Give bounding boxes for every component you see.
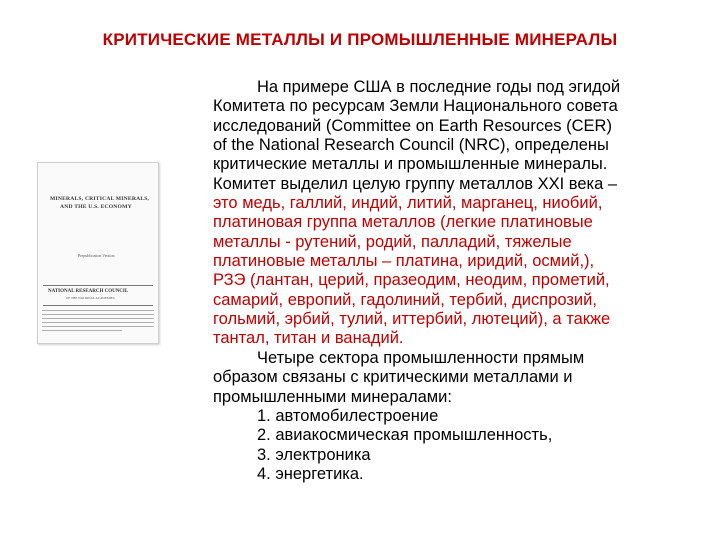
sector-list-item: 2. авиакосмическая промышленность, xyxy=(257,426,553,445)
book-cover-text-line xyxy=(42,326,154,327)
metals-list-line: гольмий, эрбий, тулий, иттербий, лютеций), а также xyxy=(213,310,611,329)
book-cover-title: MINERALS, CRITICAL MINERALS, AND THE U.S. ECONOMY xyxy=(50,196,150,210)
book-cover-divider xyxy=(43,305,153,306)
book-cover-text-line xyxy=(42,330,122,331)
metals-list-line: тантал, титан и ванадий. xyxy=(213,329,404,348)
paragraph-2-line: промышленными минералами: xyxy=(213,387,452,406)
paragraph-1-line: Комитет выделил целую группу металлов XXI века – xyxy=(213,174,618,193)
paragraph-2-line: образом связаны с критическими металлами и xyxy=(213,368,573,387)
paragraph-1-line: критические металлы и промышленные минералы. xyxy=(213,155,608,174)
sector-list-item: 1. автомобилестроение xyxy=(257,406,439,425)
book-cover-publisher-sub: OF THE NATIONAL ACADEMIES xyxy=(66,296,115,300)
book-cover-divider xyxy=(43,285,153,286)
metals-list-line: самарий, европий, гадолиний, тербий, диспрозий, xyxy=(213,290,597,309)
book-cover-text-line xyxy=(42,322,154,323)
sector-list-item: 3. электроника xyxy=(257,445,371,464)
paragraph-1-line: Комитета по ресурсам Земли Национального совета xyxy=(213,97,618,116)
book-cover-image xyxy=(37,162,159,344)
metals-list-line: РЗЭ (лантан, церий, празеодим, неодим, прометий, xyxy=(213,271,610,290)
page-title: КРИТИЧЕСКИЕ МЕТАЛЛЫ И ПРОМЫШЛЕННЫЕ МИНЕРАЛЫ xyxy=(102,30,618,49)
book-cover-text-line xyxy=(42,310,154,311)
book-cover-publisher: NATIONAL RESEARCH COUNCIL xyxy=(48,289,129,294)
paragraph-1-line: На примере США в последние годы под эгидой xyxy=(257,78,621,96)
main-text xyxy=(213,78,713,484)
metals-list-line: платиновые металлы – платина, иридий, осмий,), xyxy=(213,252,595,271)
sector-list-item: 4. энергетика. xyxy=(257,464,364,483)
metals-list-line: это медь, галлий, индий, литий, марганец, ниобий, xyxy=(213,194,603,213)
metals-list-line: платиновая группа металлов (легкие платиновые xyxy=(213,213,593,232)
paragraph-1-line: исследований (Committee on Earth Resources (CER) xyxy=(213,116,612,135)
book-cover-text-line xyxy=(42,318,154,319)
book-cover-prepublication: Prepublication Version xyxy=(78,253,115,258)
metals-list-line: металлы - рутений, родий, палладий, тяжелые xyxy=(213,232,572,251)
paragraph-2-line: Четыре сектора промышленности прямым xyxy=(257,348,585,367)
book-cover-text-line xyxy=(42,314,154,315)
paragraph-1-line: of the National Research Council (NRC), определены xyxy=(213,136,609,155)
